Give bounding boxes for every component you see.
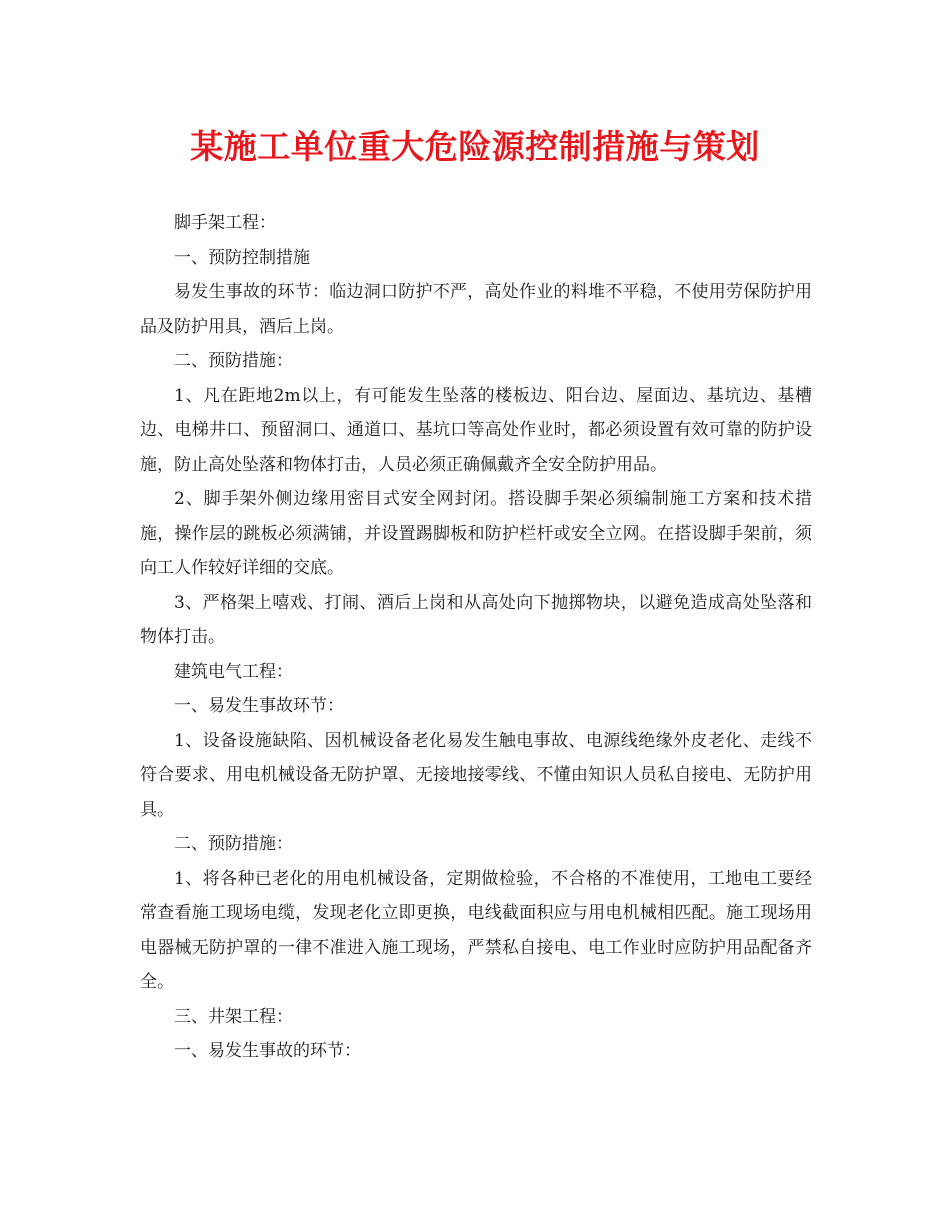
section-heading-derrick: 三、井架工程： bbox=[174, 1006, 293, 1027]
subheading-prevention-control: 一、预防控制措施 bbox=[174, 247, 310, 268]
paragraph-measure-3: 3、严格架上嘻戏、打闹、酒后上岗和从高处向下抛掷物块，以避免造成高处坠落和物体打击。 bbox=[140, 592, 812, 647]
paragraph-electrical-prevention-1: 1、将各种已老化的用电机械设备，定期做检验，不合格的不准使用，工地电工要经常查看施工现场电缆，发现老化立即更换，电线截面积应与用电机械相匹配。施工现场用电器械无防护罩的一律不准进入施工现场，严禁私自接电、电工作业时应防护用品配备齐全。 bbox=[140, 868, 812, 992]
section-heading-scaffolding: 脚手架工程： bbox=[174, 213, 276, 233]
subheading-derrick-accident-links: 一、易发生事故的环节： bbox=[174, 1041, 361, 1061]
paragraph-accident-links: 易发生事故的环节：临边洞口防护不严，高处作业的料堆不平稳，不使用劳保防护用品及防护用具，酒后上岗。 bbox=[140, 282, 812, 337]
document-body bbox=[140, 206, 812, 1069]
subheading-electrical-prevention: 二、预防措施： bbox=[174, 834, 293, 854]
subheading-prevention-measures: 二、预防措施： bbox=[174, 351, 293, 371]
subheading-electrical-accident-links: 一、易发生事故环节： bbox=[174, 696, 344, 716]
section-heading-electrical: 建筑电气工程： bbox=[174, 661, 293, 682]
paragraph-measure-2: 2、脚手架外侧边缘用密目式安全网封闭。搭设脚手架必须编制施工方案和技术措施，操作层的跳板必须满铺，并设置踢脚板和防护栏杆或安全立网。在搭设脚手架前，须向工人作较好详细的交底。 bbox=[140, 489, 812, 578]
paragraph-electrical-accident-1: 1、设备设施缺陷、因机械设备老化易发生触电事故、电源线绝缘外皮老化、走线不符合要求、用电机械设备无防护罩、无接地接零线、不懂由知识人员私自接电、无防护用具。 bbox=[140, 730, 812, 820]
paragraph-measure-1: 1、凡在距地2m以上，有可能发生坠落的楼板边、阳台边、屋面边、基坑边、基槽边、电梯井口、预留洞口、通道口、基坑口等高处作业时，都必须设置有效可靠的防护设施，防止高处坠落和物体打击，人员必须正确佩戴齐全安全防护用品。 bbox=[140, 385, 812, 475]
document-title: 某施工单位重大危险源控制措施与策划 bbox=[190, 127, 760, 166]
